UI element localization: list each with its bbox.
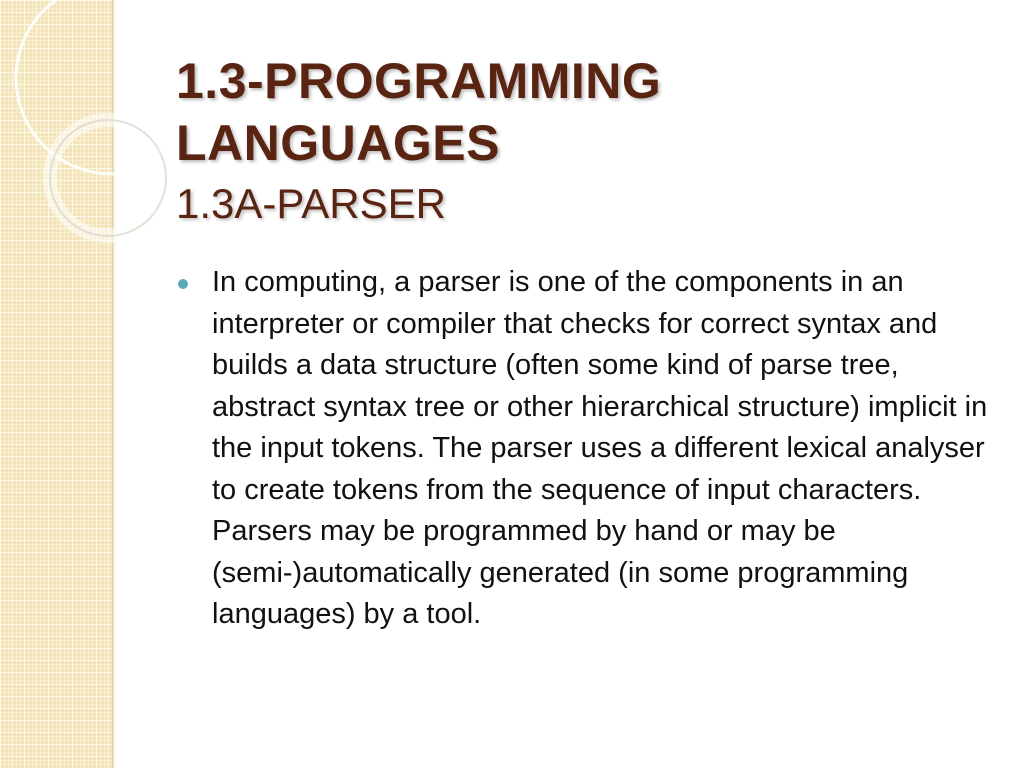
slide-title-line-2: LANGUAGES (176, 115, 500, 171)
sidebar-edge-shadow (112, 0, 116, 768)
bullet-item (178, 262, 988, 636)
slide-title-line-1: 1.3-PROGRAMMING (176, 53, 662, 109)
decorative-sidebar (0, 0, 113, 768)
title-block (176, 50, 996, 230)
bullet-text: In computing, a parser is one of the components in an interpreter or compiler that checks for correct syntax and builds a data structure (often some kind of parse tree, abstract syntax tree or other hierarchical structure) implicit in the input tokens. The parser uses a different lexical analyser to create tokens from the sequence of input characters. Parsers may be programmed by hand or may be (semi-)automatically generated (in some programming languages) by a tool. (212, 266, 988, 630)
bullet-dot-icon (178, 279, 188, 289)
slide-subtitle: 1.3A-PARSER (176, 180, 446, 227)
bullet-list (178, 262, 988, 636)
